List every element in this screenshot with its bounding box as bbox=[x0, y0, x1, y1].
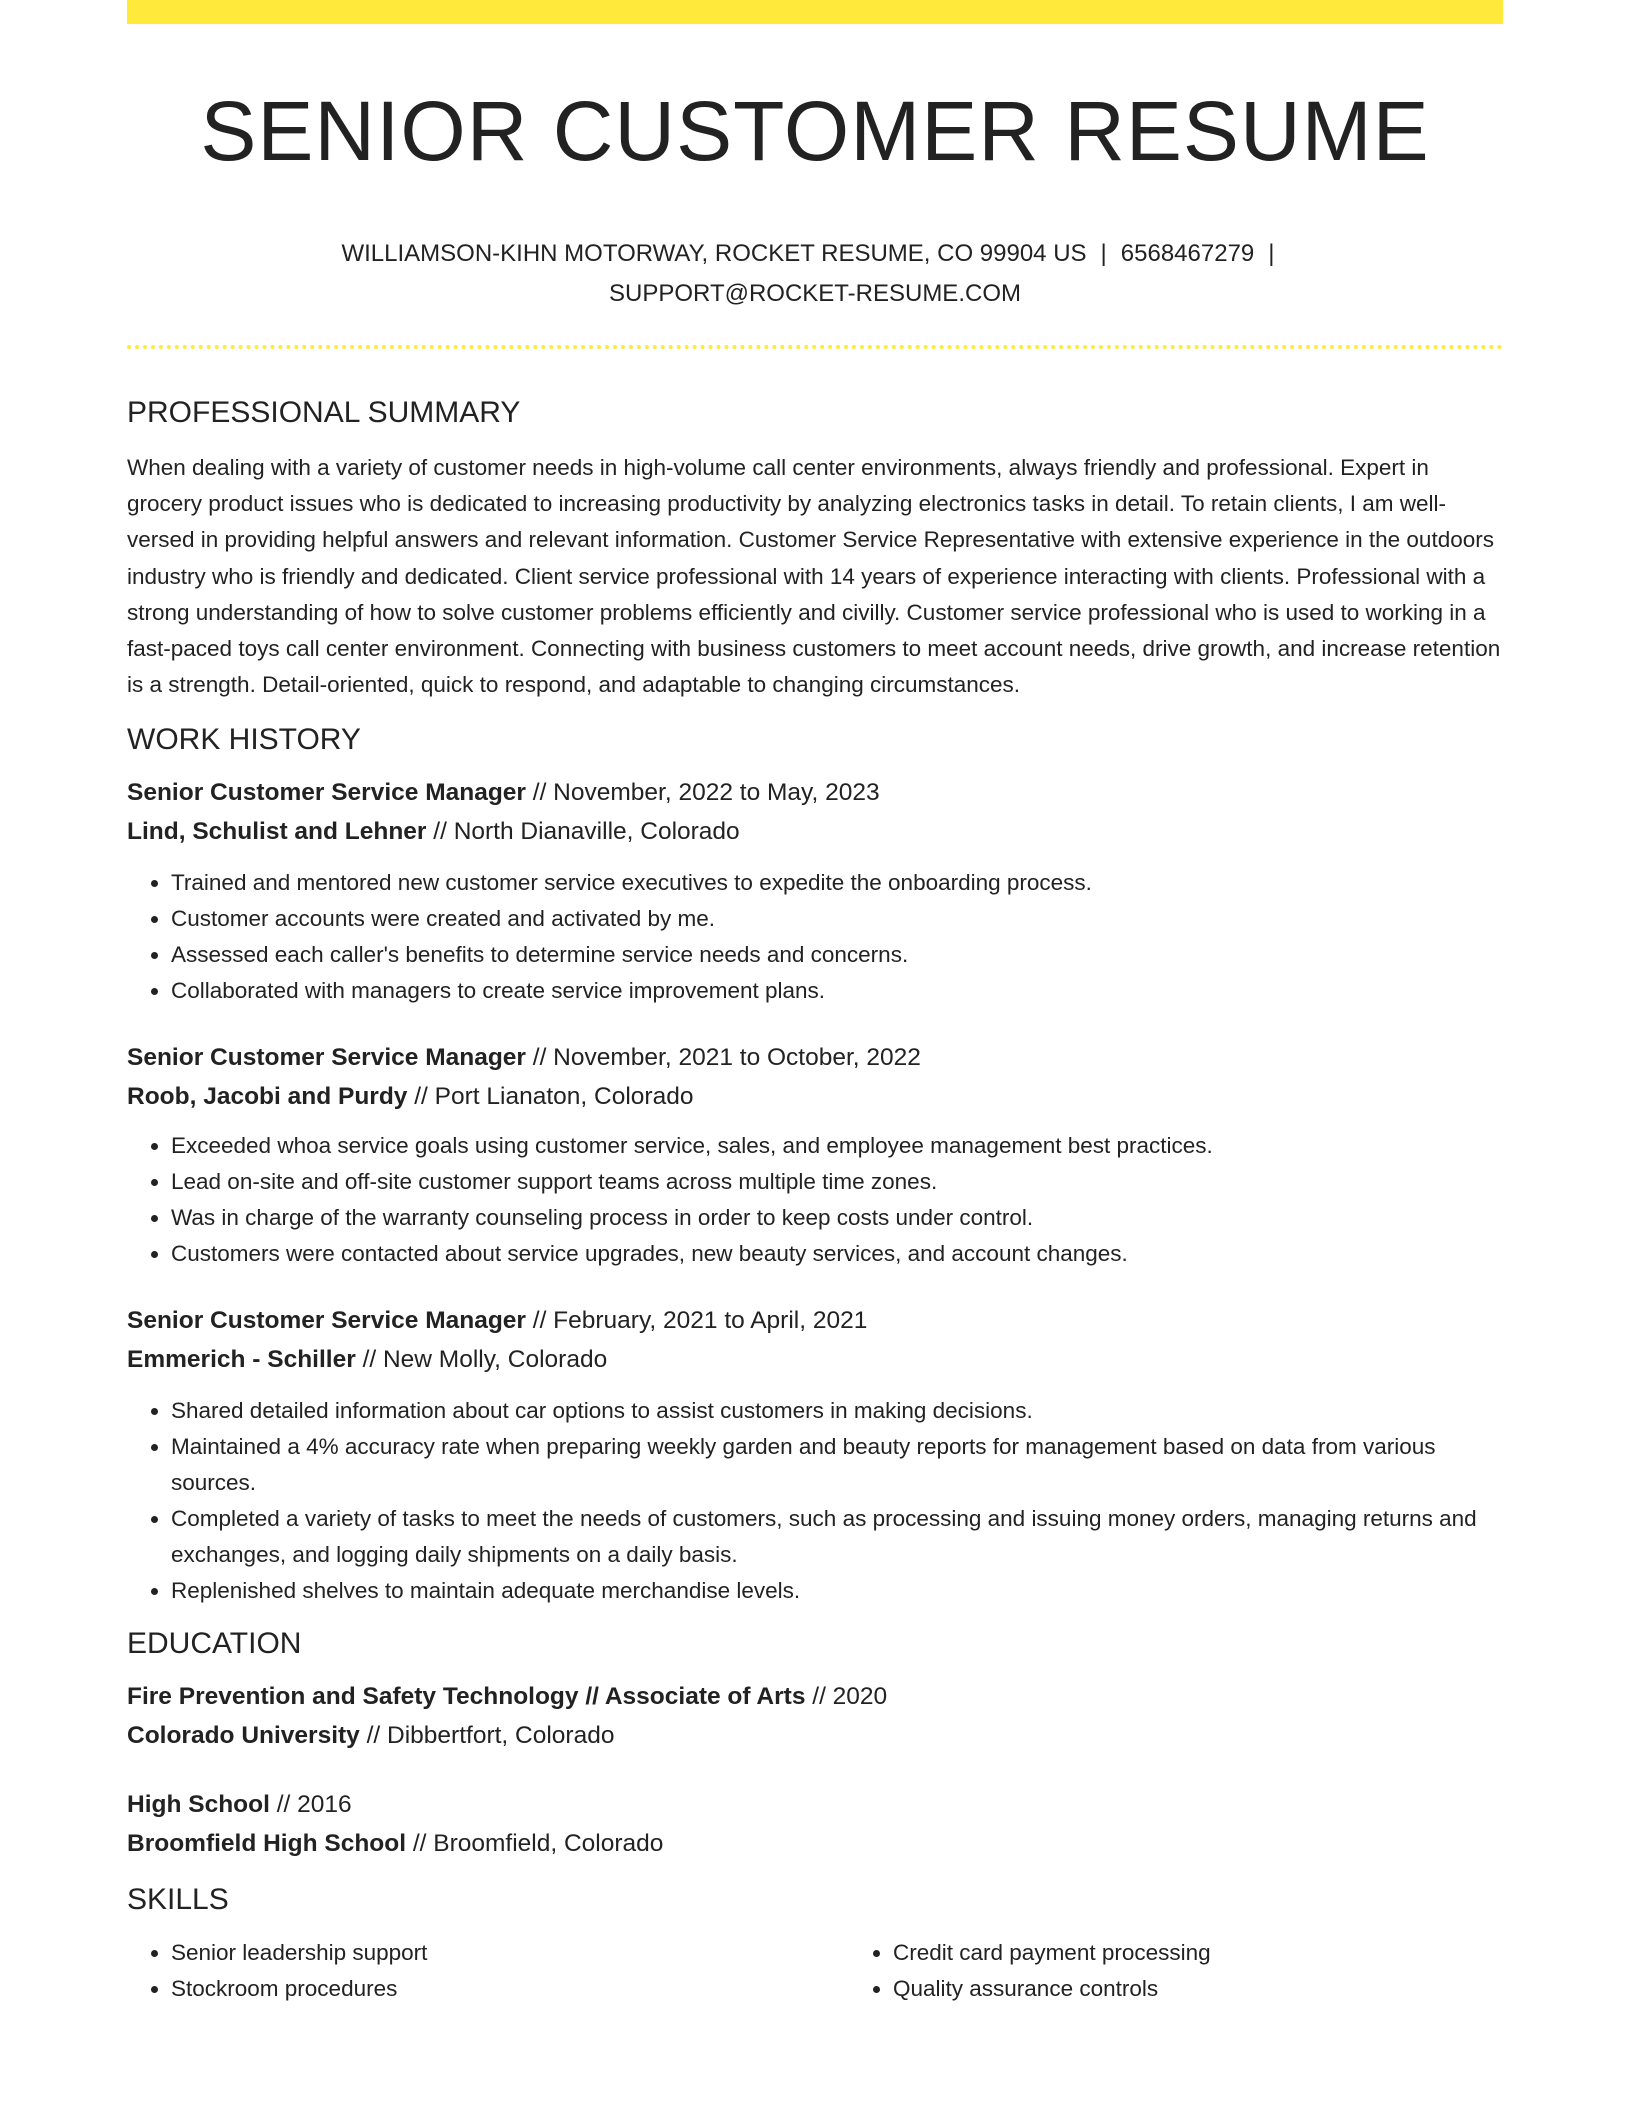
section-heading-skills: SKILLS bbox=[127, 1883, 229, 1917]
job-location: // North Dianaville, Colorado bbox=[426, 818, 740, 846]
contact-email: SUPPORT@ROCKET-RESUME.COM bbox=[609, 280, 1021, 307]
list-item: • Completed a variety of tasks to meet the needs of customers, such as processing and issuing money orders, managing returns and exchanges, and logging daily shipments on a daily basis. bbox=[171, 1501, 1503, 1573]
contact-line-1 bbox=[127, 234, 1503, 274]
education-degree-line bbox=[127, 1677, 1503, 1716]
job-company-line bbox=[127, 812, 1503, 851]
list-item: • Assessed each caller's benefits to determine service needs and concerns. bbox=[171, 937, 1503, 973]
job-company: Emmerich - Schiller bbox=[127, 1346, 356, 1374]
job-company: Roob, Jacobi and Purdy bbox=[127, 1083, 408, 1111]
job-dates: // February, 2021 to April, 2021 bbox=[525, 1307, 868, 1335]
list-item: • Replenished shelves to maintain adequate merchandise levels. bbox=[171, 1573, 1503, 1609]
education-degree: High School bbox=[127, 1791, 270, 1819]
section-heading-education: EDUCATION bbox=[127, 1627, 302, 1661]
contact-info bbox=[127, 234, 1503, 314]
job-dates: // November, 2021 to October, 2022 bbox=[525, 1044, 921, 1072]
list-item: • Was in charge of the warranty counseling process in order to keep costs under control. bbox=[171, 1200, 1503, 1236]
resume-body bbox=[127, 388, 1503, 2007]
summary-text: When dealing with a variety of customer needs in high-volume call center environments, always friendly and professional. Expert in grocery product issues who is dedicated to increasing productivity by analyzing electronics tasks in detail. To retain clients, I am well-versed in providing helpful answers and relevant information. Customer Service Representative with extensive experience in the outdoors industry who is friendly and dedicated. Client service professional with 14 years of experience interacting with clients. Professional with a strong understanding of how to solve customer problems efficiently and civilly. Customer service professional who is used to working in a fast-paced toys call center environment. Connecting with business customers to meet account needs, drive growth, and increase retention is a strength. Detail-oriented, quick to respond, and adaptable to changing circumstances. bbox=[127, 455, 1501, 698]
job-entry bbox=[127, 1301, 1503, 1609]
job-entry bbox=[127, 1038, 1503, 1272]
contact-phone: 6568467279 bbox=[1120, 240, 1255, 267]
job-title-line bbox=[127, 1038, 1503, 1077]
job-company: Lind, Schulist and Lehner bbox=[127, 818, 427, 846]
education-school-line bbox=[127, 1716, 1503, 1755]
list-item: • Maintained a 4% accuracy rate when preparing weekly garden and beauty reports for management based on data from various sources. bbox=[171, 1429, 1503, 1501]
list-item: • Collaborated with managers to create service improvement plans. bbox=[171, 973, 1503, 1009]
job-bullets bbox=[127, 865, 1503, 1009]
skill-item: • Stockroom procedures bbox=[171, 1971, 849, 2007]
section-heading-work-history: WORK HISTORY bbox=[127, 723, 361, 757]
contact-separator: | bbox=[1100, 240, 1107, 267]
skills-column-right bbox=[849, 1935, 1571, 2007]
job-location: // Port Lianaton, Colorado bbox=[407, 1083, 694, 1111]
list-item: • Customers were contacted about service upgrades, new beauty services, and account changes. bbox=[171, 1236, 1503, 1272]
top-accent-bar bbox=[127, 0, 1503, 24]
skill-item: • Quality assurance controls bbox=[893, 1971, 1571, 2007]
contact-address: WILLIAMSON-KIHN MOTORWAY, ROCKET RESUME, CO 99904 US bbox=[341, 240, 1087, 267]
job-title: Senior Customer Service Manager bbox=[127, 1044, 526, 1072]
section-heading-summary: PROFESSIONAL SUMMARY bbox=[127, 396, 521, 429]
job-company-line bbox=[127, 1077, 1503, 1116]
list-item: • Shared detailed information about car options to assist customers in making decisions. bbox=[171, 1393, 1503, 1429]
job-entry bbox=[127, 773, 1503, 1009]
job-location: // New Molly, Colorado bbox=[355, 1346, 608, 1374]
job-title-line bbox=[127, 773, 1503, 812]
education-location: // Dibbertfort, Colorado bbox=[359, 1722, 615, 1750]
education-entry bbox=[127, 1785, 1503, 1863]
contact-separator: | bbox=[1268, 240, 1275, 267]
job-dates: // November, 2022 to May, 2023 bbox=[525, 779, 880, 807]
education-degree: Fire Prevention and Safety Technology // Associate of Arts bbox=[127, 1683, 806, 1711]
list-item: • Trained and mentored new customer service executives to expedite the onboarding process. bbox=[171, 865, 1503, 901]
resume-title: SENIOR CUSTOMER RESUME bbox=[200, 84, 1430, 178]
job-company-line bbox=[127, 1340, 1503, 1379]
skill-item: • Senior leadership support bbox=[171, 1935, 849, 1971]
job-bullets bbox=[127, 1393, 1503, 1609]
education-school: Colorado University bbox=[127, 1722, 360, 1750]
education-year: // 2016 bbox=[269, 1791, 352, 1819]
education-school: Broomfield High School bbox=[127, 1830, 407, 1858]
job-bullets bbox=[127, 1128, 1503, 1272]
job-title: Senior Customer Service Manager bbox=[127, 1307, 526, 1335]
list-item: • Exceeded whoa service goals using customer service, sales, and employee management best practices. bbox=[171, 1128, 1503, 1164]
contact-line-2 bbox=[127, 274, 1503, 314]
list-item: • Customer accounts were created and activated by me. bbox=[171, 901, 1503, 937]
header-divider bbox=[127, 345, 1503, 349]
education-location: // Broomfield, Colorado bbox=[406, 1830, 664, 1858]
skills-grid bbox=[127, 1935, 1503, 2007]
job-title-line bbox=[127, 1301, 1503, 1340]
job-title: Senior Customer Service Manager bbox=[127, 779, 526, 807]
skill-item: • Credit card payment processing bbox=[893, 1935, 1571, 1971]
education-school-line bbox=[127, 1824, 1503, 1863]
skills-column-left bbox=[127, 1935, 849, 2007]
education-degree-line bbox=[127, 1785, 1503, 1824]
list-item: • Lead on-site and off-site customer support teams across multiple time zones. bbox=[171, 1164, 1503, 1200]
education-year: // 2020 bbox=[805, 1683, 888, 1711]
education-entry bbox=[127, 1677, 1503, 1755]
